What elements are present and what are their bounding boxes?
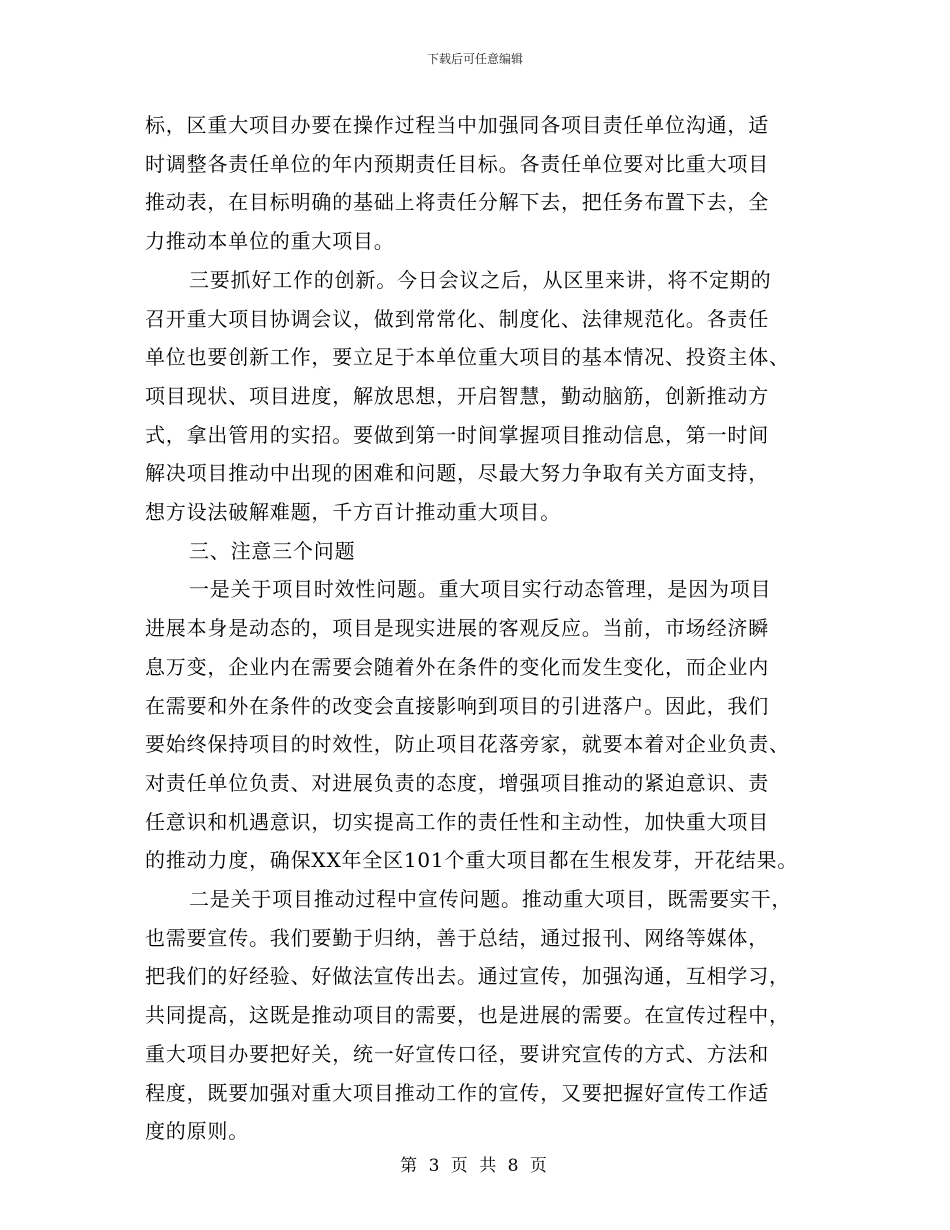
text-line: 想方设法破解难题，千方百计推动重大项目。 <box>145 500 561 525</box>
document-body <box>145 106 805 1151</box>
paragraph-start-line: 一是关于项目时效性问题。重大项目实行动态管理，是因为项目 <box>189 577 772 602</box>
text-line: 把我们的好经验、好做法宣传出去。通过宣传，加强沟通，互相学习， <box>145 964 790 989</box>
text-line: 要始终保持项目的时效性，防止项目花落旁家，就要本着对企业负责、 <box>145 732 790 757</box>
text-line: 息万变，企业内在需要会随着外在条件的变化而发生变化，而企业内 <box>145 654 769 679</box>
text-line: 也需要宣传。我们要勤于归纳，善于总结，通过报刊、网络等媒体， <box>145 925 769 950</box>
page-number: 第 3 页 共 8 页 <box>400 1156 550 1176</box>
text-line: 程度，既要加强对重大项目推动工作的宣传，又要把握好宣传工作适 <box>145 1080 769 1105</box>
text-line: 共同提高，这既是推动项目的需要，也是进展的需要。在宣传过程中， <box>145 1003 790 1028</box>
text-line: 度的原则。 <box>145 1119 249 1144</box>
paragraph-start-line: 三要抓好工作的创新。今日会议之后，从区里来讲，将不定期的 <box>189 267 772 292</box>
text-line: 重大项目办要把好关，统一好宣传口径，要讲究宣传的方式、方法和 <box>145 1041 769 1066</box>
text-line: 时调整各责任单位的年内预期责任目标。各责任单位要对比重大项目 <box>145 151 769 176</box>
text-line: 单位也要创新工作，要立足于本单位重大项目的基本情况、投资主体、 <box>145 345 790 370</box>
text-line: 解决项目推动中出现的困难和问题，尽最大努力争取有关方面支持， <box>145 461 769 486</box>
text-line: 进展本身是动态的，项目是现实进展的客观反应。当前，市场经济瞬 <box>145 616 769 641</box>
text-line: 在需要和外在条件的改变会直接影响到项目的引进落户。因此，我们 <box>145 693 769 718</box>
text-line: 推动表，在目标明确的基础上将责任分解下去，把任务布置下去，全 <box>145 190 769 215</box>
paragraph-start-line: 二是关于项目推动过程中宣传问题。推动重大项目，既需要实干， <box>189 887 793 912</box>
section-heading: 三、注意三个问题 <box>189 538 356 563</box>
text-line: 标，区重大项目办要在操作过程当中加强同各项目责任单位沟通，适 <box>145 113 769 137</box>
text-line: 对责任单位负责、对进展负责的态度，增强项目推动的紧迫意识、责 <box>145 770 769 795</box>
page-header: 下载后可任意编辑 <box>426 52 523 66</box>
text-line: 召开重大项目协调会议，做到常常化、制度化、法律规范化。各责任 <box>145 306 769 331</box>
text-line: 项目现状、项目进度，解放思想，开启智慧，勤动脑筋，创新推动方 <box>145 383 769 408</box>
text-line: 的推动力度，确保XX年全区101个重大项目都在生根发芽，开花结果。 <box>145 848 799 873</box>
text-line: 力推动本单位的重大项目。 <box>145 229 395 254</box>
text-line: 任意识和机遇意识，切实提高工作的责任性和主动性，加快重大项目 <box>145 809 769 834</box>
text-line: 式，拿出管用的实招。要做到第一时间掌握项目推动信息，第一时间 <box>145 422 769 447</box>
